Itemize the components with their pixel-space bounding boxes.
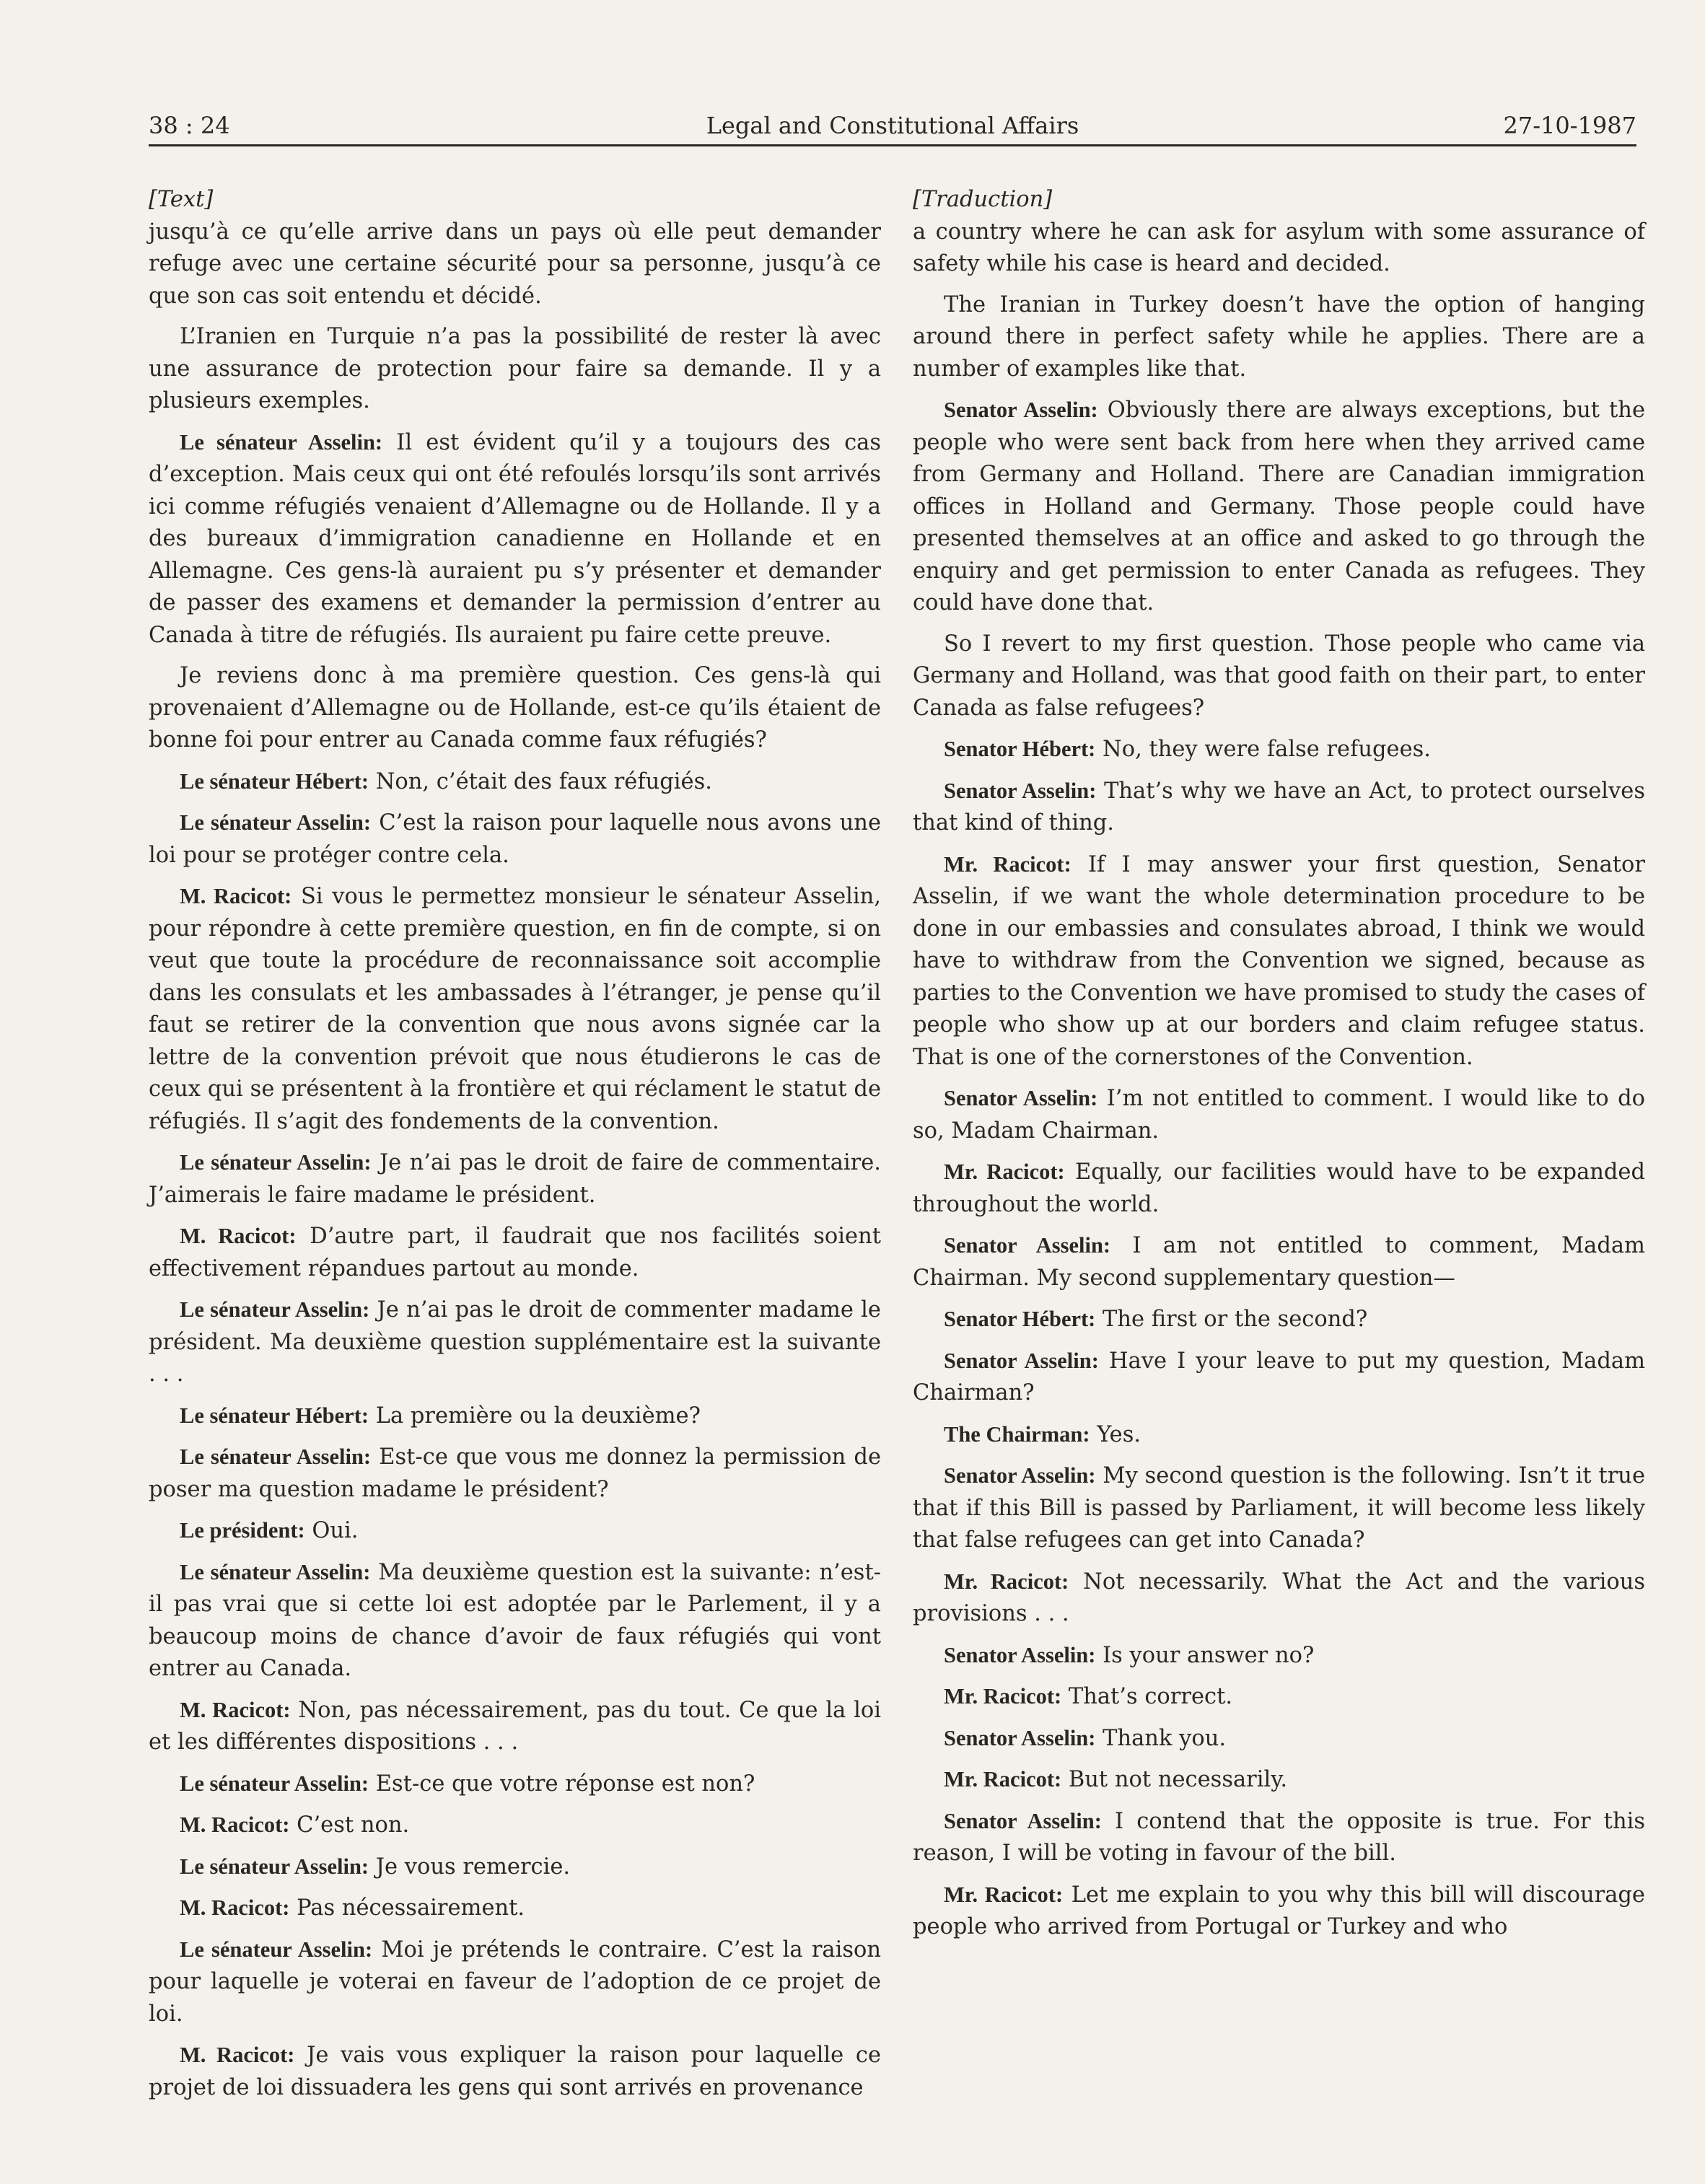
speaker-name: M. Racicot: [180, 2043, 295, 2067]
english-column [913, 184, 1645, 1952]
transcript-paragraph [913, 1763, 1645, 1797]
transcript-paragraph [149, 1934, 881, 2031]
paragraph-text: Non, pas nécessairement, pas du tout. Ce que la loi et les différentes dispositions . . . [149, 1697, 881, 1755]
speaker-name: Senator Asselin: [944, 1808, 1102, 1833]
speaker-name: Mr. Racicot: [944, 851, 1071, 877]
paragraph-text: Je n’ai pas le droit de faire de commentaire. J’aimerais le faire madame le président. [149, 1150, 881, 1208]
speaker-name: Le président: [180, 1518, 305, 1543]
paragraph-text: Have I your leave to put my question, Madam Chairman? [913, 1348, 1645, 1405]
speaker-name: Mr. Racicot: [944, 1684, 1062, 1709]
paragraph-text: That’s correct. [1068, 1684, 1233, 1709]
transcript-paragraph [913, 1345, 1645, 1410]
transcript-paragraph [149, 2039, 881, 2104]
paragraph-text: Equally, our facilities would have to be expanded throughout the world. [913, 1159, 1646, 1217]
header-date: 27-10-1987 [1503, 112, 1636, 139]
transcript-paragraph [149, 321, 881, 418]
paragraph-text: I am not entitled to comment, Madam Chairman. My second supplementary question— [913, 1233, 1645, 1291]
paragraph-text: Not necessarily. What the Act and the various provisions . . . [913, 1569, 1646, 1626]
paragraph-text: The first or the second? [1103, 1307, 1368, 1332]
transcript-paragraph [149, 1851, 881, 1884]
paragraph-text: Is your answer no? [1103, 1642, 1315, 1668]
speaker-name: Le sénateur Hébert: [180, 768, 369, 794]
paragraph-text: I contend that the opposite is true. For this reason, I will be voting in favour of the bill. [913, 1808, 1645, 1866]
paragraph-text: Je vais vous expliquer la raison pour laquelle ce projet de loi dissuadera les gens qui sont arrivés en provenance [149, 2043, 881, 2100]
transcript-paragraph [913, 289, 1645, 386]
transcript-paragraph [149, 1556, 881, 1685]
speaker-name: Senator Asselin: [944, 398, 1098, 422]
paragraph-text: But not necessarily. [1068, 1767, 1288, 1792]
paragraph-text: Je reviens donc à ma première question. Ces gens-là qui provenaient d’Allemagne ou de Hollande, est-ce qu’ils étaient de bonne foi pour entrer au Canada comme faux réfugiés? [149, 663, 881, 753]
transcript-paragraph [149, 1694, 881, 1759]
transcript-paragraph [149, 1400, 881, 1433]
speaker-name: Senator Asselin: [944, 1463, 1096, 1488]
speaker-name: M. Racicot: [180, 1812, 290, 1837]
paragraph-text: My second question is the following. Isn’t it true that if this Bill is passed by Parliament, it will become less likely that false refugees can get into Canada? [913, 1463, 1645, 1553]
paragraph-text: Moi je prétends le contraire. C’est la raison pour laquelle je voterai en faveur de l’adoption de ce projet de loi. [149, 1937, 881, 2027]
paragraph-text: Non, c’était des faux réfugiés. [375, 768, 712, 794]
speaker-name: Senator Asselin: [944, 1725, 1096, 1750]
transcript-paragraph [913, 216, 1645, 281]
speaker-name: Mr. Racicot: [944, 1882, 1064, 1907]
transcript-paragraph [913, 775, 1645, 840]
transcript-paragraph [913, 1566, 1645, 1631]
speaker-name: Senator Asselin: [944, 1233, 1111, 1258]
transcript-paragraph [149, 1768, 881, 1801]
paragraph-text: Thank you. [1103, 1725, 1227, 1751]
transcript-paragraph [149, 216, 881, 313]
paragraph-text: So I revert to my first question. Those people who came via Germany and Holland, was that good faith on their part, to enter Canada as false refugees? [913, 631, 1645, 721]
paragraph-text: Si vous le permettez monsieur le sénateur Asselin, pour répondre à cette première question, en fin de compte, si on veut que toute la procédure de reconnaissance soit accomplie dans les consulats et les ambassades à l’étranger, je pense qu’il faut se retirer de la convention que nous avons signée car la lettre de la convention prévoit que nous étudierons le cas de ceux qui se présentent à la frontière et qui réclament le statut de réfugiés. Il s’agit des fondements de la convention. [149, 884, 881, 1134]
paragraph-text: C’est non. [297, 1812, 410, 1838]
paragraph-text: Ma deuxième question est la suivante: n’est-il pas vrai que si cette loi est adoptée par le Parlement, il y a beaucoup moins de chance d’avoir de faux réfugiés qui vont entrer au Canada. [149, 1559, 881, 1681]
speaker-name: M. Racicot: [180, 1224, 297, 1248]
speaker-name: Le sénateur Asselin: [180, 810, 372, 835]
page-header [149, 107, 1636, 144]
transcript-paragraph [149, 1441, 881, 1506]
transcript-paragraph [149, 1294, 881, 1391]
transcript-paragraph [149, 766, 881, 799]
transcript-paragraph [913, 1303, 1645, 1336]
paragraph-text: Est-ce que votre réponse est non? [375, 1771, 755, 1797]
speaker-name: Le sénateur Asselin: [180, 1771, 369, 1796]
speaker-name: Mr. Racicot: [944, 1767, 1062, 1792]
publication-title: Legal and Constitutional Affairs [706, 112, 1079, 139]
transcript-paragraph [913, 628, 1645, 725]
speaker-name: Le sénateur Asselin: [180, 1444, 372, 1469]
paragraph-text: Obviously there are always exceptions, but the people who were sent back from here when they arrived came from Germany and Holland. There are Canadian immigration offices in Holland and Germany. Those people could have presented themselves at an office and asked to go through the enquiry and get permission to enter Canada as refugees. They could have done that. [913, 398, 1645, 615]
speaker-name: Le sénateur Asselin: [180, 429, 383, 455]
paragraph-text: Il est évident qu’il y a toujours des cas d’exception. Mais ceux qui ont été refoulés lorsqu’ils sont arrivés ici comme réfugiés venaient d’Allemagne ou de Hollande. Il y a des bureaux d’immigration canadienne en Hollande et en Allemagne. Ces gens-là auraient pu s’y présenter et demander de passer des examens et demander la permission d’entrer au Canada à titre de réfugiés. Ils auraient pu faire cette preuve. [149, 429, 881, 648]
paragraph-text: a country where he can ask for asylum with some assurance of safety while his case is heard and decided. [913, 219, 1645, 276]
paragraph-text: Je n’ai pas le droit de commenter madame le président. Ma deuxième question supplémentaire est la suivante . . . [149, 1297, 881, 1387]
paragraph-text: Je vous remercie. [375, 1854, 571, 1880]
transcript-paragraph [913, 1879, 1645, 1944]
transcript-paragraph [913, 1639, 1645, 1672]
paragraph-text: jusqu’à ce qu’elle arrive dans un pays où elle peut demander refuge avec une certaine sécurité pour sa personne, jusqu’à ce que son cas soit entendu et décidé. [149, 219, 881, 309]
transcript-paragraph [149, 1514, 881, 1548]
paragraph-text: That’s why we have an Act, to protect ourselves that kind of thing. [913, 778, 1645, 836]
transcript-paragraph [149, 1220, 881, 1285]
paragraph-text: Est-ce que vous me donnez la permission de poser ma question madame le président? [149, 1444, 881, 1502]
transcript-paragraph [149, 880, 881, 1138]
paragraph-text: Oui. [312, 1518, 359, 1543]
french-column [149, 184, 881, 2113]
transcript-paragraph [913, 1805, 1645, 1870]
transcript-paragraph [149, 807, 881, 872]
speaker-name: M. Racicot: [180, 1895, 290, 1920]
speaker-name: Senator Asselin: [944, 1642, 1096, 1667]
speaker-name: Le sénateur Hébert: [180, 1403, 369, 1428]
speaker-name: M. Racicot: [180, 1697, 291, 1722]
paragraph-text: C’est la raison pour laquelle nous avons une loi pour se protéger contre cela. [149, 810, 881, 868]
speaker-name: Senator Asselin: [944, 1348, 1099, 1373]
paragraph-text: Let me explain to you why this bill will discourage people who arrived from Portugal or Turkey and who [913, 1882, 1645, 1939]
header-rule [149, 144, 1636, 146]
paragraph-text: La première ou la deuxième? [375, 1403, 701, 1429]
page-number: 38 : 24 [149, 112, 230, 139]
column-label: [Traduction] [913, 187, 1053, 212]
speaker-name: Le sénateur Asselin: [180, 1297, 370, 1322]
speaker-name: Senator Hébert: [944, 737, 1096, 761]
transcript-paragraph [149, 660, 881, 757]
paragraph-text: If I may answer your first question, Senator Asselin, if we want the whole determination procedure to be done in our embassies and consulates abroad, I think we would have to withdraw from the Convention we signed, because as parties to the Convention we have promised to study the cases of people who show up at our borders and claim refugee status. That is one of the cornerstones of the Convention. [913, 851, 1645, 1070]
transcript-paragraph [913, 1418, 1645, 1452]
speaker-name: Le sénateur Asselin: [180, 1150, 372, 1175]
paragraph-text: No, they were false refugees. [1103, 737, 1432, 762]
paragraph-text: Yes. [1097, 1421, 1141, 1447]
paragraph-text: Pas nécessairement. [297, 1895, 525, 1921]
transcript-paragraph [913, 1156, 1645, 1221]
transcript-paragraph [149, 1809, 881, 1842]
speaker-name: Le sénateur Asselin: [180, 1854, 369, 1879]
speaker-name: Le sénateur Asselin: [180, 1937, 373, 1962]
transcript-paragraph [913, 1082, 1645, 1147]
transcript-paragraph [913, 1460, 1645, 1557]
transcript-paragraph [913, 1680, 1645, 1714]
speaker-name: The Chairman: [944, 1421, 1090, 1447]
transcript-paragraph [913, 848, 1645, 1074]
speaker-name: Mr. Racicot: [944, 1159, 1065, 1184]
transcript-paragraph [149, 1146, 881, 1211]
speaker-name: Senator Asselin: [944, 1086, 1098, 1110]
column-label: [Text] [149, 187, 214, 212]
paragraph-text: The Iranian in Turkey doesn’t have the option of hanging around there in perfect safety while he applies. There are a number of examples like that. [913, 291, 1645, 382]
transcript-paragraph [149, 1892, 881, 1925]
paragraph-text: D’autre part, il faudrait que nos facilités soient effectivement répandues partout au monde. [149, 1224, 881, 1281]
paragraph-text: I’m not entitled to comment. I would like to do so, Madam Chairman. [913, 1086, 1646, 1144]
transcript-paragraph [913, 1722, 1645, 1755]
speaker-name: Le sénateur Asselin: [180, 1559, 371, 1584]
speaker-name: Mr. Racicot: [944, 1569, 1069, 1594]
speaker-name: M. Racicot: [180, 884, 292, 908]
speaker-name: Senator Hébert: [944, 1307, 1096, 1331]
transcript-paragraph [913, 1229, 1645, 1294]
speaker-name: Senator Asselin: [944, 778, 1097, 803]
transcript-paragraph [913, 733, 1645, 766]
paragraph-text: L’Iranien en Turquie n’a pas la possibilité de rester là avec une assurance de protection pour faire sa demande. Il y a plusieurs exemples. [149, 324, 881, 413]
transcript-paragraph [149, 426, 881, 652]
transcript-paragraph [913, 394, 1645, 620]
